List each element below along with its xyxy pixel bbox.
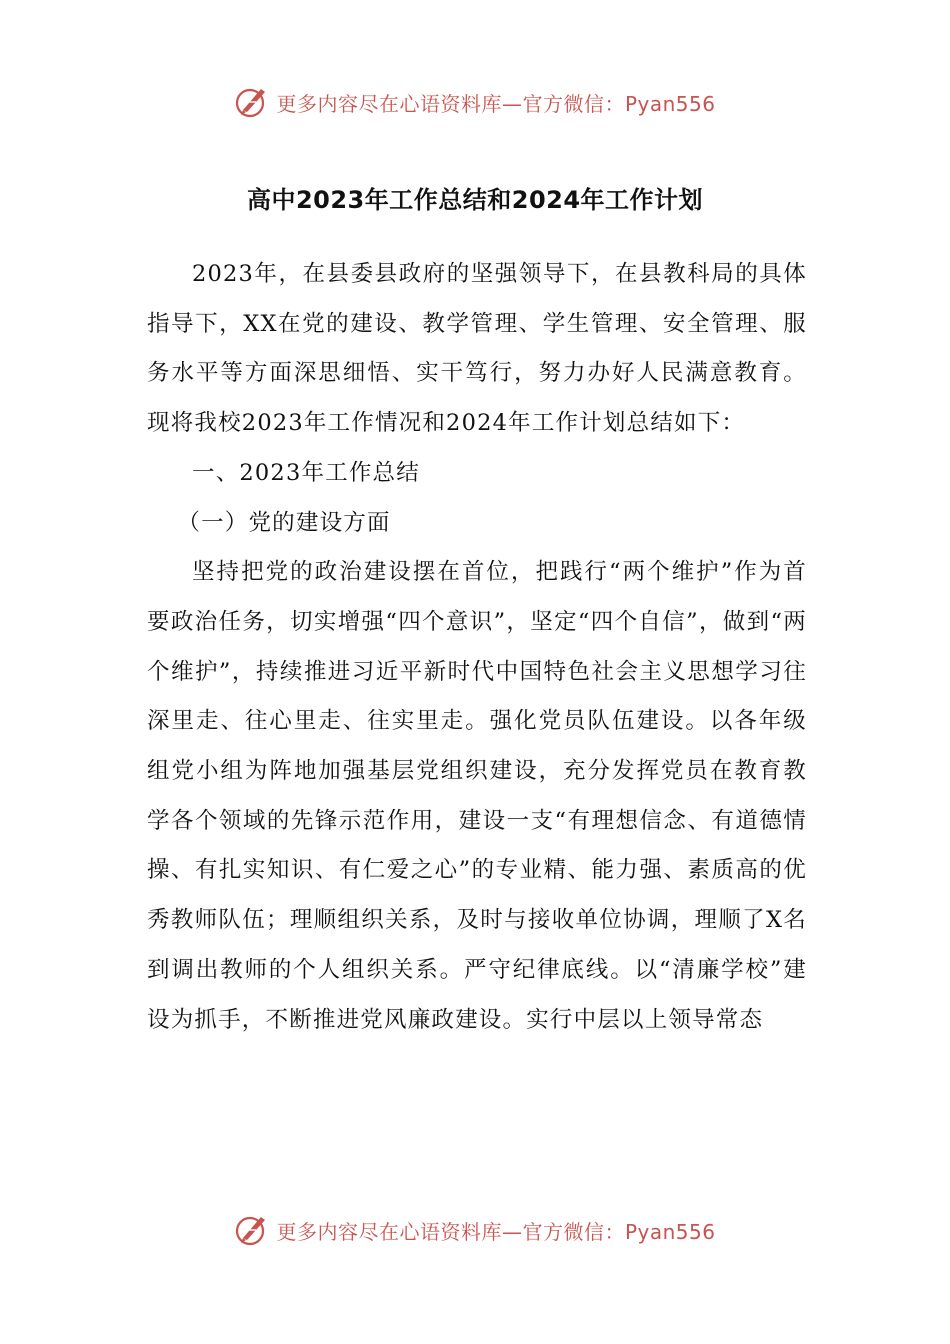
subsection-heading: （一）党的建设方面: [177, 509, 391, 536]
document-body: [147, 250, 807, 1045]
body-paragraph: 坚持把党的政治建设摆在首位，把践行“两个维护”作为首要政治任务，切实增强“四个意识”，坚定“四个自信”，做到“两个维护”，持续推进习近平新时代中国特色社会主义思想学习往深里走、往心里走、往实里走。强化党员队伍建设。以各年级组党小组为阵地加强基层党组织建设，充分发挥党员在教育教学各个领域的先锋示范作用，建设一支“有理想信念、有道德情操、有扎实知识、有仁爱之心”的专业精、能力强、素质高的优秀教师队伍；理顺组织关系，及时与接收单位协调，理顺了X名到调出教师的个人组织关系。严守纪律底线。以“清廉学校”建设为抓手，不断推进党风廉政建设。实行中层以上领导常态: [147, 559, 807, 1033]
watermark-slogan: 更多内容尽在心语资料库—: [276, 91, 523, 116]
intro-paragraph: 2023年，在县委县政府的坚强领导下，在县教科局的具体指导下，XX在党的建设、教学管理、学生管理、安全管理、服务水平等方面深思细悟、实干笃行，努力办好人民满意教育。现将我校2023年工作情况和2024年工作计划总结如下：: [147, 261, 807, 437]
footer-watermark: [0, 1208, 950, 1252]
watermark-account: 官方微信：Pyan556: [522, 1219, 716, 1244]
header-watermark: [0, 80, 950, 124]
watermark-account: 官方微信：Pyan556: [522, 91, 716, 116]
quill-pen-seal-icon: [234, 84, 270, 120]
quill-pen-seal-icon: [234, 1212, 270, 1248]
section-heading: 一、2023年工作总结: [192, 459, 420, 486]
watermark-slogan: 更多内容尽在心语资料库—: [276, 1219, 523, 1244]
document-title: 高中2023年工作总结和2024年工作计划: [246, 186, 704, 214]
